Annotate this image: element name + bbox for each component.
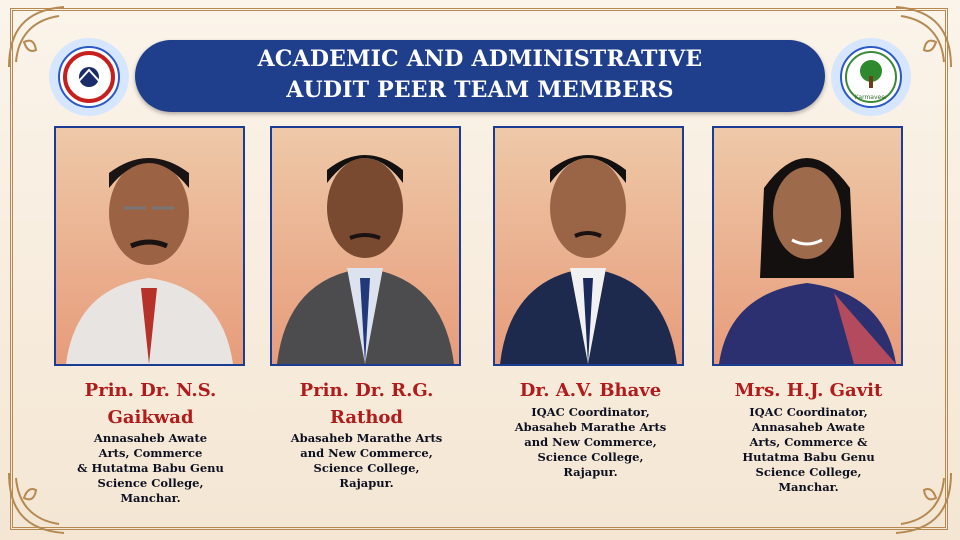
affiliation-line: Abasaheb Marathe Arts — [290, 431, 443, 445]
affiliation-line: and New Commerce, — [300, 446, 433, 460]
banyan-tree-icon — [840, 46, 902, 108]
member-affiliation — [48, 431, 253, 506]
affiliation-line: Annasaheb Awate — [93, 431, 208, 445]
affiliation-line: Arts, Commerce & — [749, 435, 868, 449]
member-photo — [493, 126, 684, 366]
member-name — [706, 377, 911, 404]
member-name-line: Dr. A.V. Bhave — [519, 380, 662, 401]
member-name-line: Gaikwad — [107, 407, 194, 428]
member-name — [488, 377, 693, 404]
member-photo — [270, 126, 461, 366]
member-name-line: Mrs. H.J. Gavit — [734, 380, 883, 401]
affiliation-line: Science College, — [755, 465, 862, 479]
affiliation-line: Science College, — [97, 476, 204, 490]
title-banner — [135, 40, 825, 112]
page-title-line-1: ACADEMIC AND ADMINISTRATIVE — [257, 46, 703, 72]
member-photo — [712, 126, 903, 366]
affiliation-line: IQAC Coordinator, — [531, 405, 650, 419]
logo-caption: Karmaveer — [854, 94, 888, 101]
member-name — [264, 377, 469, 431]
affiliation-line: Science College, — [537, 450, 644, 464]
member-name-line: Prin. Dr. N.S. — [84, 380, 217, 401]
affiliation-line: & Hutatma Babu Genu — [77, 461, 224, 475]
member-photo — [54, 126, 245, 366]
college-logo-left — [49, 38, 129, 116]
affiliation-line: Manchar. — [778, 480, 839, 494]
affiliation-line: Hutatma Babu Genu — [742, 450, 875, 464]
affiliation-line: Manchar. — [120, 491, 181, 505]
affiliation-line: IQAC Coordinator, — [749, 405, 868, 419]
society-logo-right — [831, 38, 911, 116]
affiliation-line: Science College, — [313, 461, 420, 475]
affiliation-line: Rajapur. — [339, 476, 394, 490]
member-name — [48, 377, 253, 431]
affiliation-line: Annasaheb Awate — [751, 420, 866, 434]
affiliation-line: and New Commerce, — [524, 435, 657, 449]
affiliation-line: Rajapur. — [563, 465, 618, 479]
member-affiliation — [706, 405, 911, 495]
member-name-line: Prin. Dr. R.G. — [299, 380, 434, 401]
affiliation-line: Abasaheb Marathe Arts — [514, 420, 667, 434]
affiliation-line: Arts, Commerce — [98, 446, 203, 460]
college-emblem-icon — [58, 46, 120, 108]
member-name-line: Rathod — [329, 407, 404, 428]
page-title-line-2: AUDIT PEER TEAM MEMBERS — [286, 77, 674, 103]
member-affiliation — [488, 405, 693, 480]
member-affiliation — [264, 431, 469, 491]
